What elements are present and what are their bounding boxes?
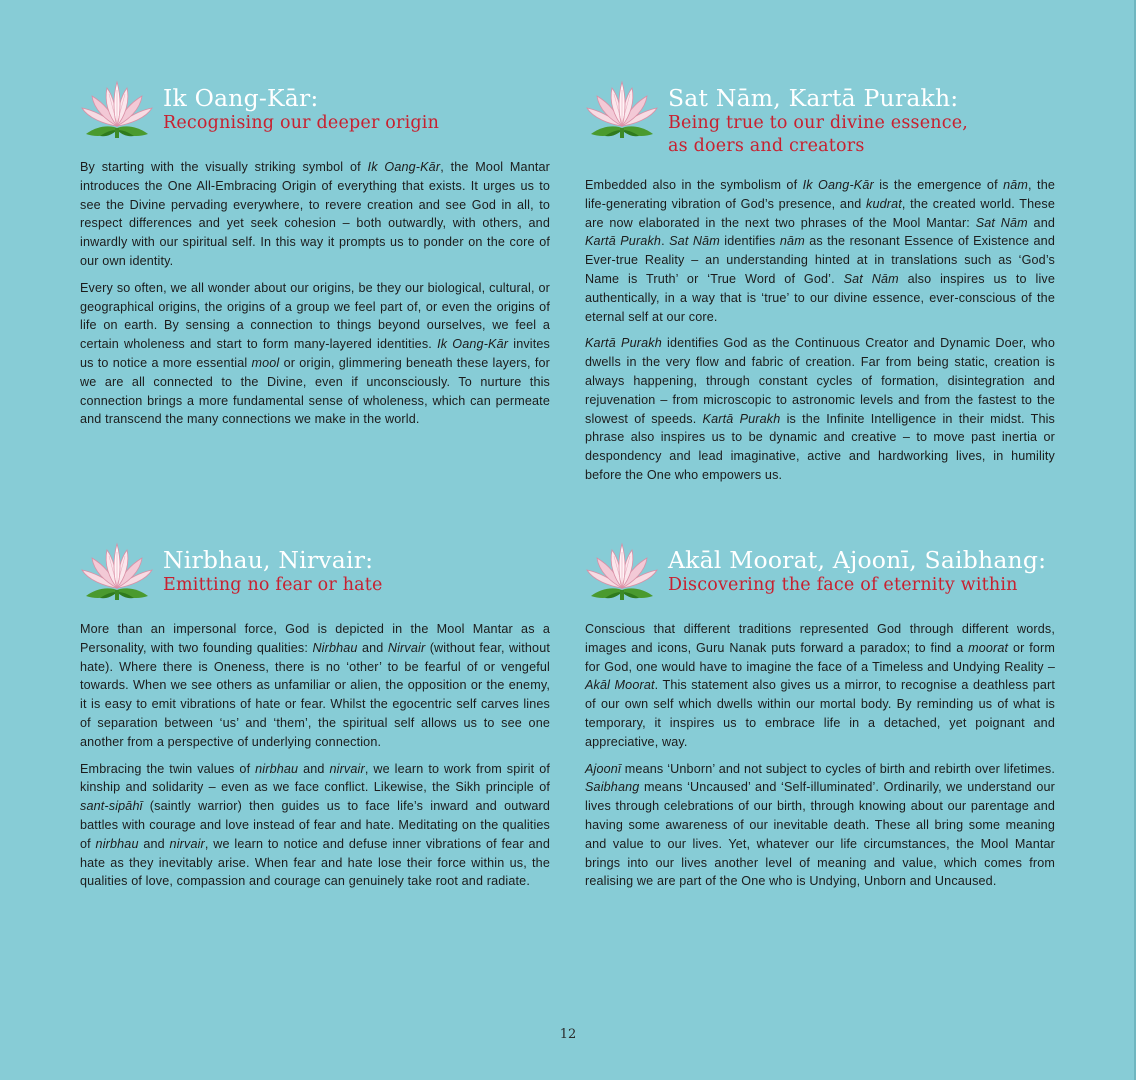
italic-term: Ajoonī — [585, 761, 621, 776]
paragraph — [585, 334, 1055, 484]
lotus-icon — [585, 540, 659, 602]
section-heading — [585, 78, 1055, 176]
page-number: 12 — [559, 1027, 577, 1042]
text-run: , the life-generating vibration of God’s presence, and — [585, 178, 1055, 211]
section-sat-nam-karta-purakh — [585, 78, 1055, 493]
italic-term: nirbhau — [255, 761, 299, 776]
text-run: and — [1027, 215, 1055, 230]
section-subtitle: Recognising our deeper origin — [163, 113, 440, 133]
text-run: also inspires us to live authentically, in a way that is ‘true’ to our divine essence, ever-conscious of the eternal self at our core. — [585, 271, 1055, 324]
italic-term: Kartā Purakh — [585, 336, 662, 351]
text-run: means ‘Unborn’ and not subject to cycles of birth and rebirth over lifetimes. — [620, 761, 1055, 776]
italic-term: Ik Oang-Kār — [437, 337, 509, 352]
italic-term: mool — [251, 355, 280, 370]
text-run: and — [357, 640, 388, 655]
text-run: . This statement also gives us a mirror, to recognise a deathless part of our own self which dwells within our mortal body. By reminding us of what is temporary, it inspires us to embrace life in a detached, yet poignant and appreciative, way. — [585, 678, 1056, 749]
section-title: Nirbhau, Nirvair: — [163, 546, 374, 574]
section-heading — [80, 78, 550, 158]
paragraph — [585, 760, 1055, 892]
section-body — [80, 158, 550, 429]
italic-term: Kartā Purakh — [702, 411, 781, 426]
section-subtitle: Emitting no fear or hate — [163, 575, 383, 595]
italic-term: Akāl Moorat — [585, 678, 655, 693]
lotus-icon — [80, 540, 154, 602]
italic-term: Ik Oang-Kār — [367, 160, 441, 174]
italic-term: Saibhang — [585, 780, 640, 795]
section-title: Akāl Moorat, Ajoonī, Saibhang: — [668, 546, 1047, 574]
text-run: , the Mool Mantar introduces the One All-Embracing Origin of everything that exists. It urges us to see the Divine pervading everywhere, to revere creation and see God in all, to respect differences and yet seek cohesion – both outwardly, with others, and inwardly with our spiritual self. In this way it prompts us to ponder on the core of our own identity. — [80, 160, 551, 268]
section-nirbhau-nirvair — [80, 540, 550, 899]
text-run: or origin, glimmering beneath these layers, for we are all connected to the Divine, even if unconsciously. To nurture this connection brings a more fundamental sense of wholeness, which can permeate and transcend the many connections we make in the world. — [80, 355, 550, 427]
text-run: . — [661, 234, 670, 249]
italic-term: moorat — [968, 640, 1009, 655]
text-run: Embracing the twin values of — [80, 761, 256, 776]
italic-term: nirvair — [329, 761, 365, 776]
section-title: Sat Nām, Kartā Purakh: — [668, 84, 959, 112]
heading-titles — [668, 84, 968, 158]
lotus-icon — [80, 78, 154, 140]
text-run: Conscious that different traditions represented God through different words, images and icons, Guru Nanak puts forward a paradox; to find a — [585, 622, 1055, 655]
text-run: Embedded also in the symbolism of — [585, 178, 803, 192]
section-subtitle-line-2: as doers and creators — [668, 136, 865, 156]
italic-term: Sat Nām — [975, 215, 1028, 230]
text-run: , the created world. These are now elaborated in the next two phrases of the Mool Mantar: — [585, 196, 1056, 230]
heading-titles — [668, 546, 1046, 597]
text-run: , we learn to work from spirit of kinship and solidarity – even as we face conflict. Likewise, the Sikh principle of — [80, 761, 551, 795]
text-run: More than an impersonal force, God is depicted in the Mool Mantar as a Personality, with two founding qualities: — [80, 622, 550, 655]
paragraph — [80, 760, 550, 892]
text-run: identifies God as the Continuous Creator and Dynamic Doer, who dwells in the very flow and fabric of creation. Far from being static, creation is always happening, through constant cycles of formation, disintegration and rejuvenation – from microscopic to astronomic levels and from the fastest to the slowest of speeds. — [585, 336, 1055, 426]
text-run: is the Infinite Intelligence in their midst. This phrase also inspires us to be dynamic and creative – to move past inertia or despondency and lead imaginative, active and hardworking lives, in humility before the One who empowers us. — [585, 411, 1055, 482]
section-body — [585, 176, 1055, 485]
paragraph — [585, 620, 1055, 752]
italic-term: Nirbhau — [312, 640, 358, 655]
section-ik-oang-kar — [80, 78, 550, 437]
italic-term: kudrat — [866, 196, 902, 211]
text-run: (saintly warrior) then guides us to face life’s inward and outward battles with courage and love instead of fear and hate. Meditating on the qualities of — [80, 799, 550, 851]
italic-term: Ik Oang-Kār — [802, 178, 874, 192]
paragraph — [80, 158, 550, 271]
italic-term: nām — [1003, 178, 1029, 192]
text-run: or form for God, one would have to imagine the face of a Timeless and Undying Reality – — [585, 640, 1055, 674]
section-body — [80, 620, 550, 891]
italic-term: sant-sipāhī — [80, 799, 143, 814]
italic-term: Kartā Purakh — [585, 234, 662, 249]
text-run: Every so often, we all wonder about our origins, be they our biological, cultural, or geographical origins, the origins of a group we feel part of, or even the origins of life on earth. By sensing a connection to things beyond ourselves, we feel a certain wholeness and start to form many-layered identities. — [80, 280, 550, 352]
text-run: identifies — [719, 234, 780, 249]
text-run: By starting with the visually striking symbol of — [80, 160, 368, 174]
text-run: and — [298, 761, 330, 776]
section-subtitle: Being true to our divine essence, — [668, 113, 969, 133]
section-heading — [585, 540, 1055, 620]
paragraph — [80, 279, 550, 429]
section-subtitle: Discovering the face of eternity within — [668, 575, 1018, 595]
text-run: , we learn to notice and defuse inner vibrations of fear and hate as they inevitably arise. When fear and hate lose their force within us, the qualities of love, compassion and courage can genuinely take root and radiate. — [80, 836, 550, 889]
paragraph — [80, 620, 550, 752]
text-run: and — [138, 836, 170, 851]
heading-titles — [163, 546, 383, 597]
text-run: is the emergence of — [873, 178, 1004, 192]
section-heading — [80, 540, 550, 620]
italic-term: Nirvair — [387, 640, 426, 655]
section-body — [585, 620, 1055, 891]
paragraph — [585, 176, 1055, 326]
italic-term: Sat Nām — [669, 234, 720, 249]
text-run: means ‘Uncaused’ and ‘Self-illuminated’. Ordinarily, we understand our lives through celebrations of our birth, through knowing about our parentage and having some awareness of our inevitable death. These all bring some meaning and value to our lives. Yet, whatever our life circumstances, the Mool Mantar brings into our lives another level of meaning and value, which comes from realising we are part of the One who is Undying, Unborn and Uncaused. — [585, 780, 1055, 889]
italic-term: Sat Nām — [843, 271, 899, 286]
italic-term: nirbhau — [95, 836, 139, 851]
italic-term: nām — [779, 234, 805, 249]
heading-titles — [163, 84, 439, 135]
text-run: (without fear, without hate). Where there is Oneness, there is no ‘other’ to be fearful of or vengeful towards. When we see others as unfamiliar or alien, the opposition or the enemy, it is easy to emit vibrations of hate or fear. Whilst the egocentric self carves lines of separation between ‘us’ and ‘them’, the spiritual self allows us to see one another from a perspective of underlying connection. — [80, 640, 550, 749]
text-run: as the resonant Essence of Existence and Ever-true Reality – an understanding hinted at in translations such as ‘God’s Name is Truth’ or ‘True Word of God’. — [585, 234, 1055, 286]
text-run: invites us to notice a more essential — [80, 337, 550, 370]
lotus-icon — [585, 78, 659, 140]
section-akal-moorat — [585, 540, 1055, 899]
section-title: Ik Oang-Kār: — [163, 84, 319, 112]
italic-term: nirvair — [169, 836, 205, 851]
